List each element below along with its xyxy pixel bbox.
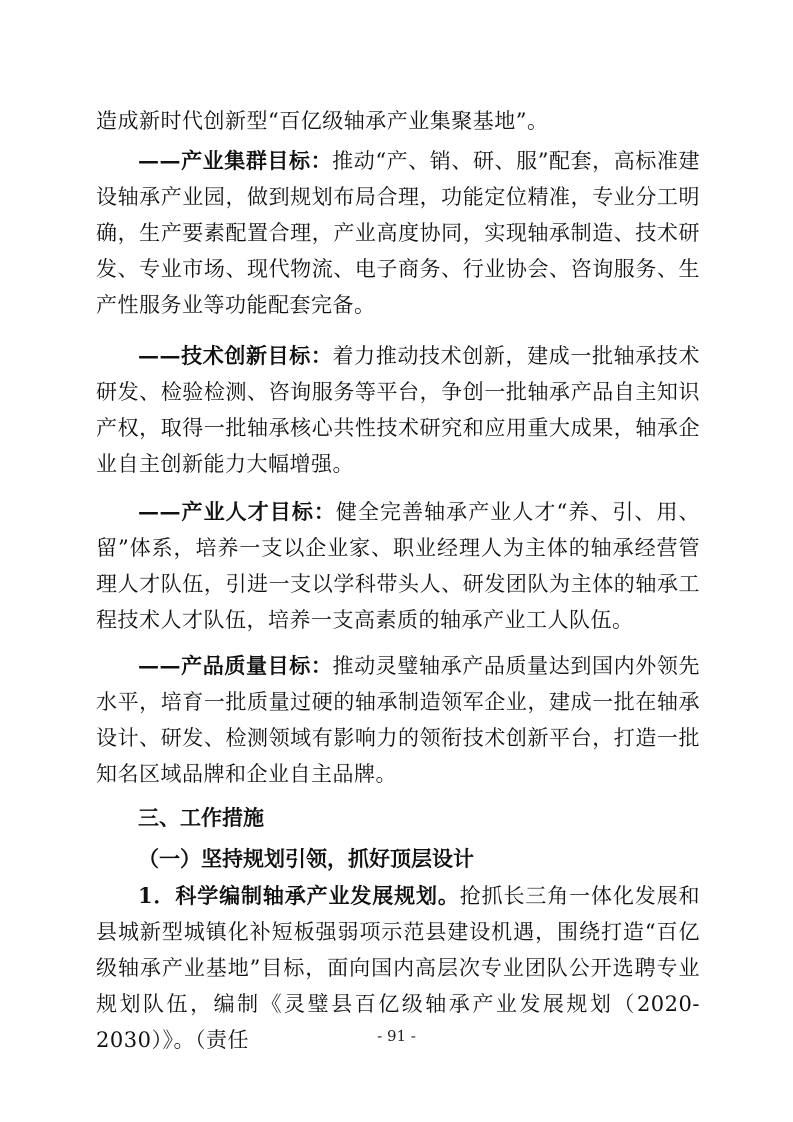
page-number: - 91 -	[377, 1027, 416, 1045]
goal-lead: ——产业集群目标：	[138, 148, 333, 173]
paragraph-goal-industry-cluster	[96, 143, 700, 323]
item-text: 抢抓长三角一体化发展和县城新型城镇化补短板强弱项示范县建设机遇，围绕打造“百亿级轴承产业基地”目标，面向国内高层次专业团队公开选聘专业规划队伍，编制《灵璧县百亿级轴承产业发展规划（2020-2030）》。（责任	[96, 884, 700, 1052]
goal-text: 推动灵璧轴承产品质量达到国内外领先水平，培育一批质量过硬的轴承制造领军企业，建成一批在轴承设计、研发、检测领域有影响力的领衔技术创新平台，打造一批知名区域品牌和企业自主品牌。	[96, 654, 700, 786]
paragraph-intro	[96, 103, 700, 139]
goal-text: 推动“产、销、研、服”配套，高标准建设轴承产业园，做到规划布局合理，功能定位精准，专业分工明确，生产要素配置合理，产业高度协同，实现轴承制造、技术研发、专业市场、现代物流、电子商务、行业协会、咨询服务、生产性服务业等功能配套完备。	[96, 149, 700, 317]
goal-lead: ——产品质量目标：	[138, 653, 333, 678]
item-lead: 1．科学编制轴承产业发展规划。	[138, 883, 460, 908]
subsection-heading: （一）坚持规划引领，抓好顶层设计	[138, 846, 474, 871]
paragraph-goal-talent	[96, 494, 700, 638]
section-heading: 三、工作措施	[138, 806, 264, 830]
paragraph-text: 造成新时代创新型“百亿级轴承产业集聚基地”。	[96, 109, 549, 133]
goal-lead: ——产业人才目标：	[138, 499, 336, 524]
paragraph-goal-quality	[96, 648, 700, 792]
paragraph-goal-tech-innovation	[96, 338, 700, 482]
goal-text: 着力推动技术创新，建成一批轴承技术研发、检验检测、咨询服务等平台，争创一批轴承产品自主知识产权，取得一批轴承核心共性技术研究和应用重大成果，轴承企业自主创新能力大幅增强。	[96, 344, 700, 476]
goal-lead: ——技术创新目标：	[138, 343, 333, 368]
goal-text: 健全完善轴承产业人才“养、引、用、留”体系，培养一支以企业家、职业经理人为主体的轴承经营管理人才队伍，引进一支以学科带头人、研发团队为主体的轴承工程技术人才队伍，培养一支高素质的轴承产业工人队伍。	[96, 500, 700, 632]
